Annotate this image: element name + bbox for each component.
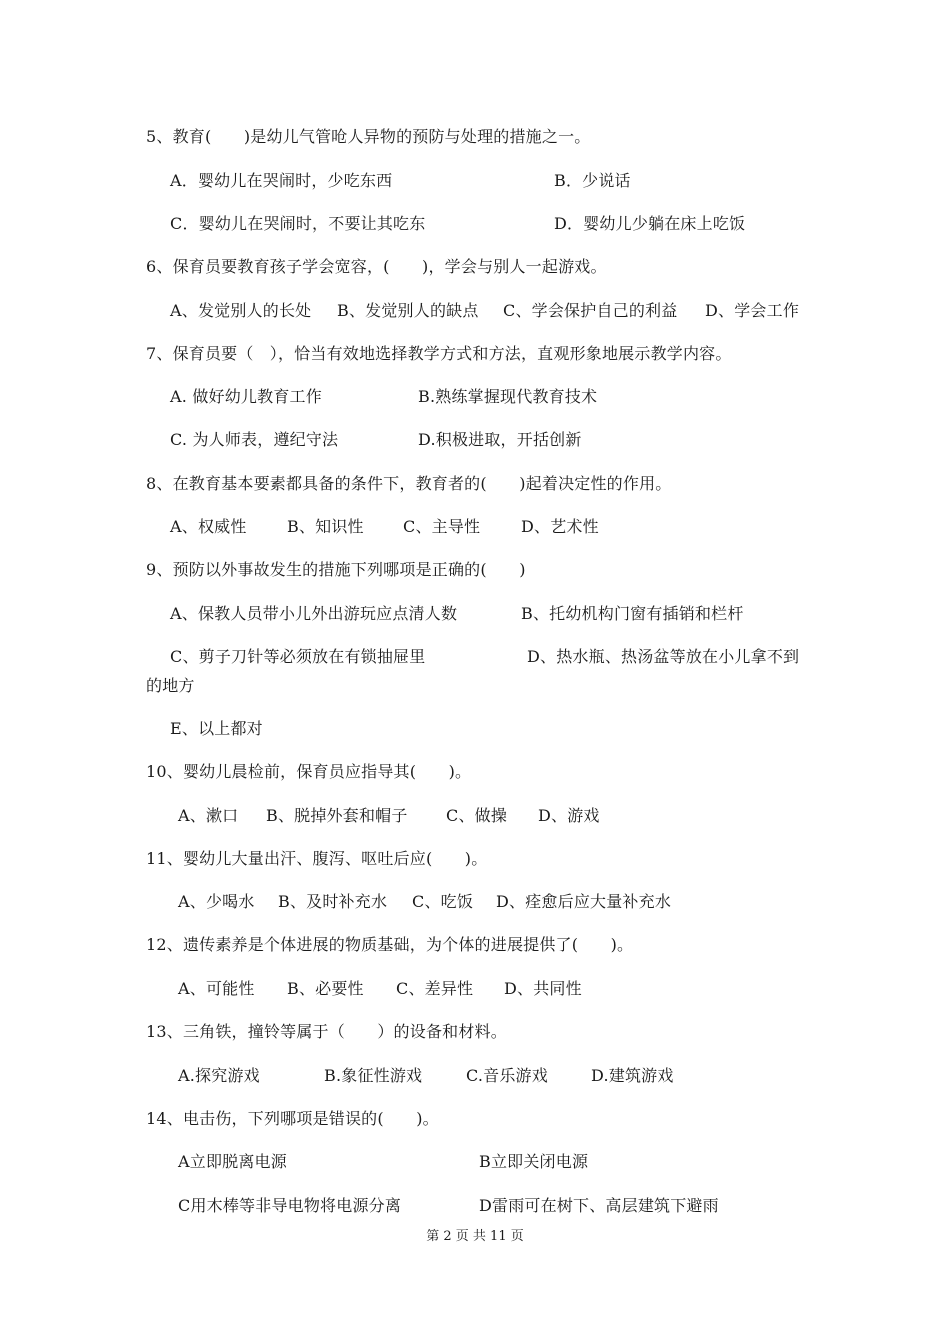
question-12-stem: 12、遗传素养是个体进展的物质基础，为个体的进展提供了( )。 <box>146 935 634 954</box>
question-13-stem: 13、三角铁，撞铃等属于（ ）的设备和材料。 <box>146 1022 507 1041</box>
question-9-option-e: E、以上都对 <box>170 719 263 738</box>
question-7-option-b: B.熟练掌握现代教育技术 <box>418 387 598 406</box>
question-9-option-b: B、托幼机构门窗有插销和栏杆 <box>521 604 744 623</box>
question-11-option-b: B、及时补充水 <box>278 892 388 911</box>
question-9-option-a: A、保教人员带小儿外出游玩应点清人数 <box>170 604 458 623</box>
question-13-option-a: A.探究游戏 <box>178 1066 260 1085</box>
question-8-stem: 8、在教育基本要素都具备的条件下，教育者的( )起着决定性的作用。 <box>146 474 672 493</box>
page-number-footer: 第 2 页 共 11 页 <box>426 1229 524 1244</box>
question-13-option-b: B.象征性游戏 <box>324 1066 423 1085</box>
question-6-option-c: C、学会保护自己的利益 <box>503 301 678 320</box>
question-8-option-d: D、艺术性 <box>521 517 599 536</box>
question-9-option-d-continuation: 的地方 <box>146 676 195 695</box>
question-5-option-b: B．少说话 <box>554 171 631 190</box>
question-8-option-a: A、权威性 <box>170 517 247 536</box>
question-10-option-d: D、游戏 <box>538 806 600 825</box>
question-10-stem: 10、婴幼儿晨检前，保育员应指导其( )。 <box>146 762 472 781</box>
question-8-option-c: C、主导性 <box>403 517 481 536</box>
question-8-option-b: B、知识性 <box>287 517 364 536</box>
question-6-stem: 6、保育员要教育孩子学会宽容，( )，学会与别人一起游戏。 <box>146 257 607 276</box>
question-11-option-a: A、少喝水 <box>178 892 255 911</box>
question-5-option-d: D．婴幼儿少躺在床上吃饭 <box>554 214 746 233</box>
question-10-option-b: B、脱掉外套和帽子 <box>266 806 408 825</box>
question-11-option-d: D、痊愈后应大量补充水 <box>496 892 672 911</box>
question-10-option-a: A、漱口 <box>178 806 239 825</box>
question-14-option-c: C用木棒等非导电物将电源分离 <box>178 1196 402 1215</box>
question-9-option-c: C、剪子刀针等必须放在有锁抽屉里 <box>170 647 426 666</box>
question-12-option-a: A、可能性 <box>178 979 255 998</box>
question-6-option-b: B、发觉别人的缺点 <box>337 301 479 320</box>
question-13-option-c: C.音乐游戏 <box>466 1066 548 1085</box>
question-7-stem: 7、保育员要（ ），恰当有效地选择教学方式和方法，直观形象地展示教学内容。 <box>146 344 732 363</box>
question-12-option-c: C、差异性 <box>396 979 474 998</box>
question-14-option-d: D雷雨可在树下、高层建筑下避雨 <box>479 1196 719 1215</box>
question-12-option-b: B、必要性 <box>287 979 364 998</box>
question-14-option-b: B立即关闭电源 <box>479 1152 589 1171</box>
question-5-option-a: A．婴幼儿在哭闹时，少吃东西 <box>170 171 393 190</box>
question-7-option-d: D.积极进取，开括创新 <box>418 430 582 449</box>
question-7-option-c: C. 为人师表，遵纪守法 <box>170 430 339 449</box>
question-13-option-d: D.建筑游戏 <box>591 1066 674 1085</box>
question-9-stem: 9、预防以外事故发生的措施下列哪项是正确的( ) <box>146 560 526 579</box>
question-11-stem: 11、婴幼儿大量出汗、腹泻、呕吐后应( )。 <box>146 849 488 868</box>
question-10-option-c: C、做操 <box>446 806 508 825</box>
question-6-option-a: A、发觉别人的长处 <box>170 301 312 320</box>
question-11-option-c: C、吃饭 <box>412 892 474 911</box>
question-6-option-d: D、学会工作 <box>705 301 800 320</box>
question-14-stem: 14、电击伤，下列哪项是错误的( )。 <box>146 1109 439 1128</box>
question-5-stem: 5、教育( )是幼儿气管呛人异物的预防与处理的措施之一。 <box>146 127 591 146</box>
question-9-option-d: D、热水瓶、热汤盆等放在小儿拿不到 <box>527 647 800 666</box>
question-14-option-a: A立即脱离电源 <box>178 1152 287 1171</box>
question-5-option-c: C．婴幼儿在哭闹时，不要让其吃东 <box>170 214 426 233</box>
question-7-option-a: A. 做好幼儿教育工作 <box>170 387 322 406</box>
question-12-option-d: D、共同性 <box>504 979 582 998</box>
